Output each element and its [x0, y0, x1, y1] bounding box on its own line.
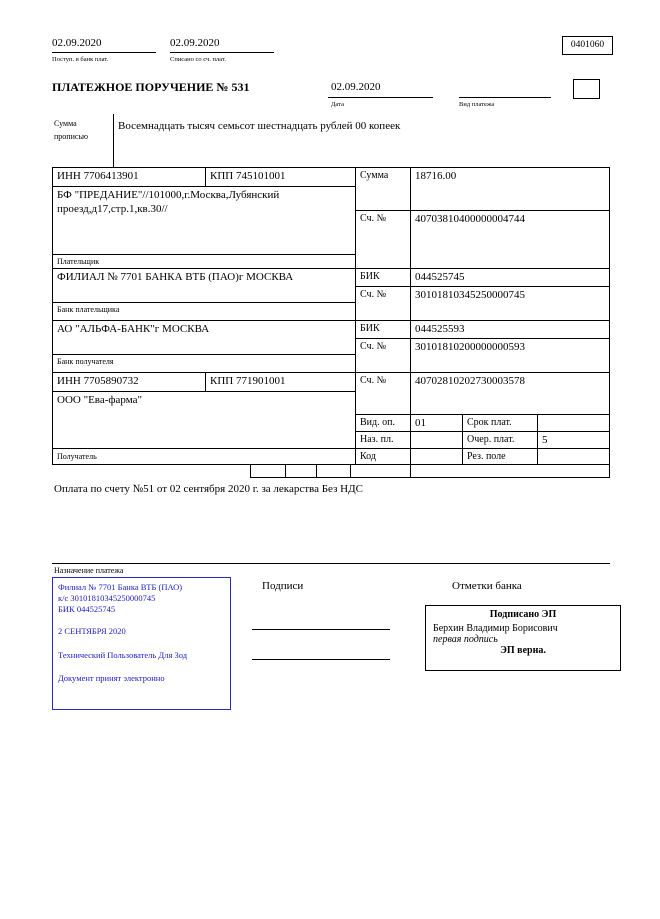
payee-inn-cell: ИНН 7705890732: [52, 372, 205, 391]
debited-date-label: Списано со сч. плат.: [170, 56, 226, 63]
debited-date-underline: [170, 52, 274, 53]
payer-bank-bik-label-cell: БИК: [355, 268, 410, 286]
marks-strip-cell-2: [285, 464, 316, 478]
code-cell: [410, 448, 462, 465]
amount-label-cell: Сумма: [355, 167, 410, 210]
payee-bank-section-label: Банк получателя: [52, 354, 355, 372]
payer-kpp-cell: КПП 745101001: [205, 167, 355, 186]
payee-account-cell: 40702810202730003578: [410, 372, 610, 414]
reserve-label-cell: Рез. поле: [462, 448, 537, 465]
payer-bank-section-label: Банк плательщика: [52, 302, 355, 320]
code-label-cell: Код: [355, 448, 410, 465]
bank-stamp-line: Документ принят электронно: [58, 673, 165, 684]
esign-validity: ЭП верна.: [500, 645, 546, 656]
payer-inn-cell: ИНН 7706413901: [52, 167, 205, 186]
payer-name-cell: БФ "ПРЕДАНИЕ"//101000,г.Москва,Лубянский проезд,д17,стр.1,кв.30//: [52, 186, 355, 254]
esign-title: Подписано ЭП: [489, 609, 557, 620]
priority-cell: 5: [537, 431, 610, 448]
marks-strip-cell-3: [316, 464, 350, 478]
op-kind-label-cell: Вид. оп.: [355, 414, 410, 431]
purpose-text: Оплата по счету №51 от 02 сентября 2020 г. за лекарства Без НДС: [54, 483, 363, 495]
bank-stamp-line: Технический Пользователь Для Зод: [58, 650, 188, 661]
payee-section-label: Получатель: [52, 448, 355, 465]
purpose-underline: [52, 563, 610, 564]
received-date: 02.09.2020: [52, 37, 102, 49]
signature-line-2: [252, 659, 390, 660]
due-date-label-cell: Срок плат.: [462, 414, 537, 431]
bank-stamp-line: Филиал № 7701 Банка ВТБ (ПАО): [58, 582, 183, 592]
bank-marks-title: Отметки банка: [452, 580, 522, 592]
marks-strip-cell-4: [350, 464, 410, 478]
payer-account-label-cell: Сч. №: [355, 210, 410, 268]
payee-bank-account-label-cell: Сч. №: [355, 338, 410, 372]
marks-strip-right-border: [609, 464, 610, 478]
document-date-underline: [328, 97, 433, 98]
payee-name-cell: ООО "Ева-фарма": [52, 391, 355, 448]
payer-bank-bik-cell: 044525745: [410, 268, 610, 286]
payee-bank-name-cell: АО "АЛЬФА-БАНК"г МОСКВА: [52, 320, 355, 354]
priority-label-cell: Очер. плат.: [462, 431, 537, 448]
bank-stamp-line: 2 СЕНТЯБРЯ 2020: [58, 626, 126, 637]
amount-value-cell: 18716.00: [410, 167, 610, 210]
payee-account-label-cell: Сч. №: [355, 372, 410, 414]
purpose-code-cell: [410, 431, 462, 448]
signature-line-1: [252, 629, 390, 630]
payer-bank-account-cell: 30101810345250000745: [410, 286, 610, 320]
reserve-cell: [537, 448, 610, 465]
purpose-code-label-cell: Наз. пл.: [355, 431, 410, 448]
bank-stamp-line: к/с 30101810345250000745: [58, 593, 156, 604]
esign-signer-name: Берхин Владимир Борисович: [433, 623, 558, 634]
payment-kind-box: [573, 79, 600, 99]
payer-account-cell: 40703810400000004744: [410, 210, 610, 268]
payer-bank-name-cell: ФИЛИАЛ № 7701 БАНКА ВТБ (ПАО)г МОСКВА: [52, 268, 355, 302]
bank-stamp-box: [52, 577, 231, 710]
document-title: ПЛАТЕЖНОЕ ПОРУЧЕНИЕ № 531: [52, 80, 250, 94]
bank-stamp-line: БИК 044525745: [58, 604, 116, 615]
debited-date: 02.09.2020: [170, 37, 220, 49]
payment-kind-label: Вид платежа: [459, 101, 495, 108]
signatures-title: Подписи: [262, 580, 304, 592]
document-date: 02.09.2020: [331, 81, 381, 93]
esign-stamp-box: [425, 605, 621, 671]
received-date-label: Поступ. в банк плат.: [52, 56, 109, 63]
payee-bank-bik-cell: 044525593: [410, 320, 610, 338]
payee-bank-bik-label-cell: БИК: [355, 320, 410, 338]
marks-strip-cell-1: [250, 464, 285, 478]
amount-words-value: Восемнадцать тысяч семьсот шестнадцать рублей 00 копеек: [118, 120, 401, 132]
payer-section-label: Плательщик: [52, 254, 355, 268]
payer-bank-account-label-cell: Сч. №: [355, 286, 410, 320]
payment-kind-underline: [459, 97, 551, 98]
purpose-label: Назначение платежа: [54, 566, 124, 575]
esign-signature-kind: первая подпись: [433, 634, 498, 645]
marks-strip-bottom-border: [250, 477, 610, 478]
form-code-box: 0401060: [562, 36, 613, 55]
received-date-underline: [52, 52, 156, 53]
payee-bank-account-cell: 30101810200000000593: [410, 338, 610, 372]
table-right-border: [609, 167, 610, 465]
due-date-cell: [537, 414, 610, 431]
amount-words-divider: [113, 114, 114, 167]
document-date-label: Дата: [331, 101, 344, 108]
marks-strip-cell-5: [410, 464, 609, 478]
amount-words-label: Сумма прописью: [54, 119, 89, 141]
payee-kpp-cell: КПП 771901001: [205, 372, 355, 391]
op-kind-cell: 01: [410, 414, 462, 431]
